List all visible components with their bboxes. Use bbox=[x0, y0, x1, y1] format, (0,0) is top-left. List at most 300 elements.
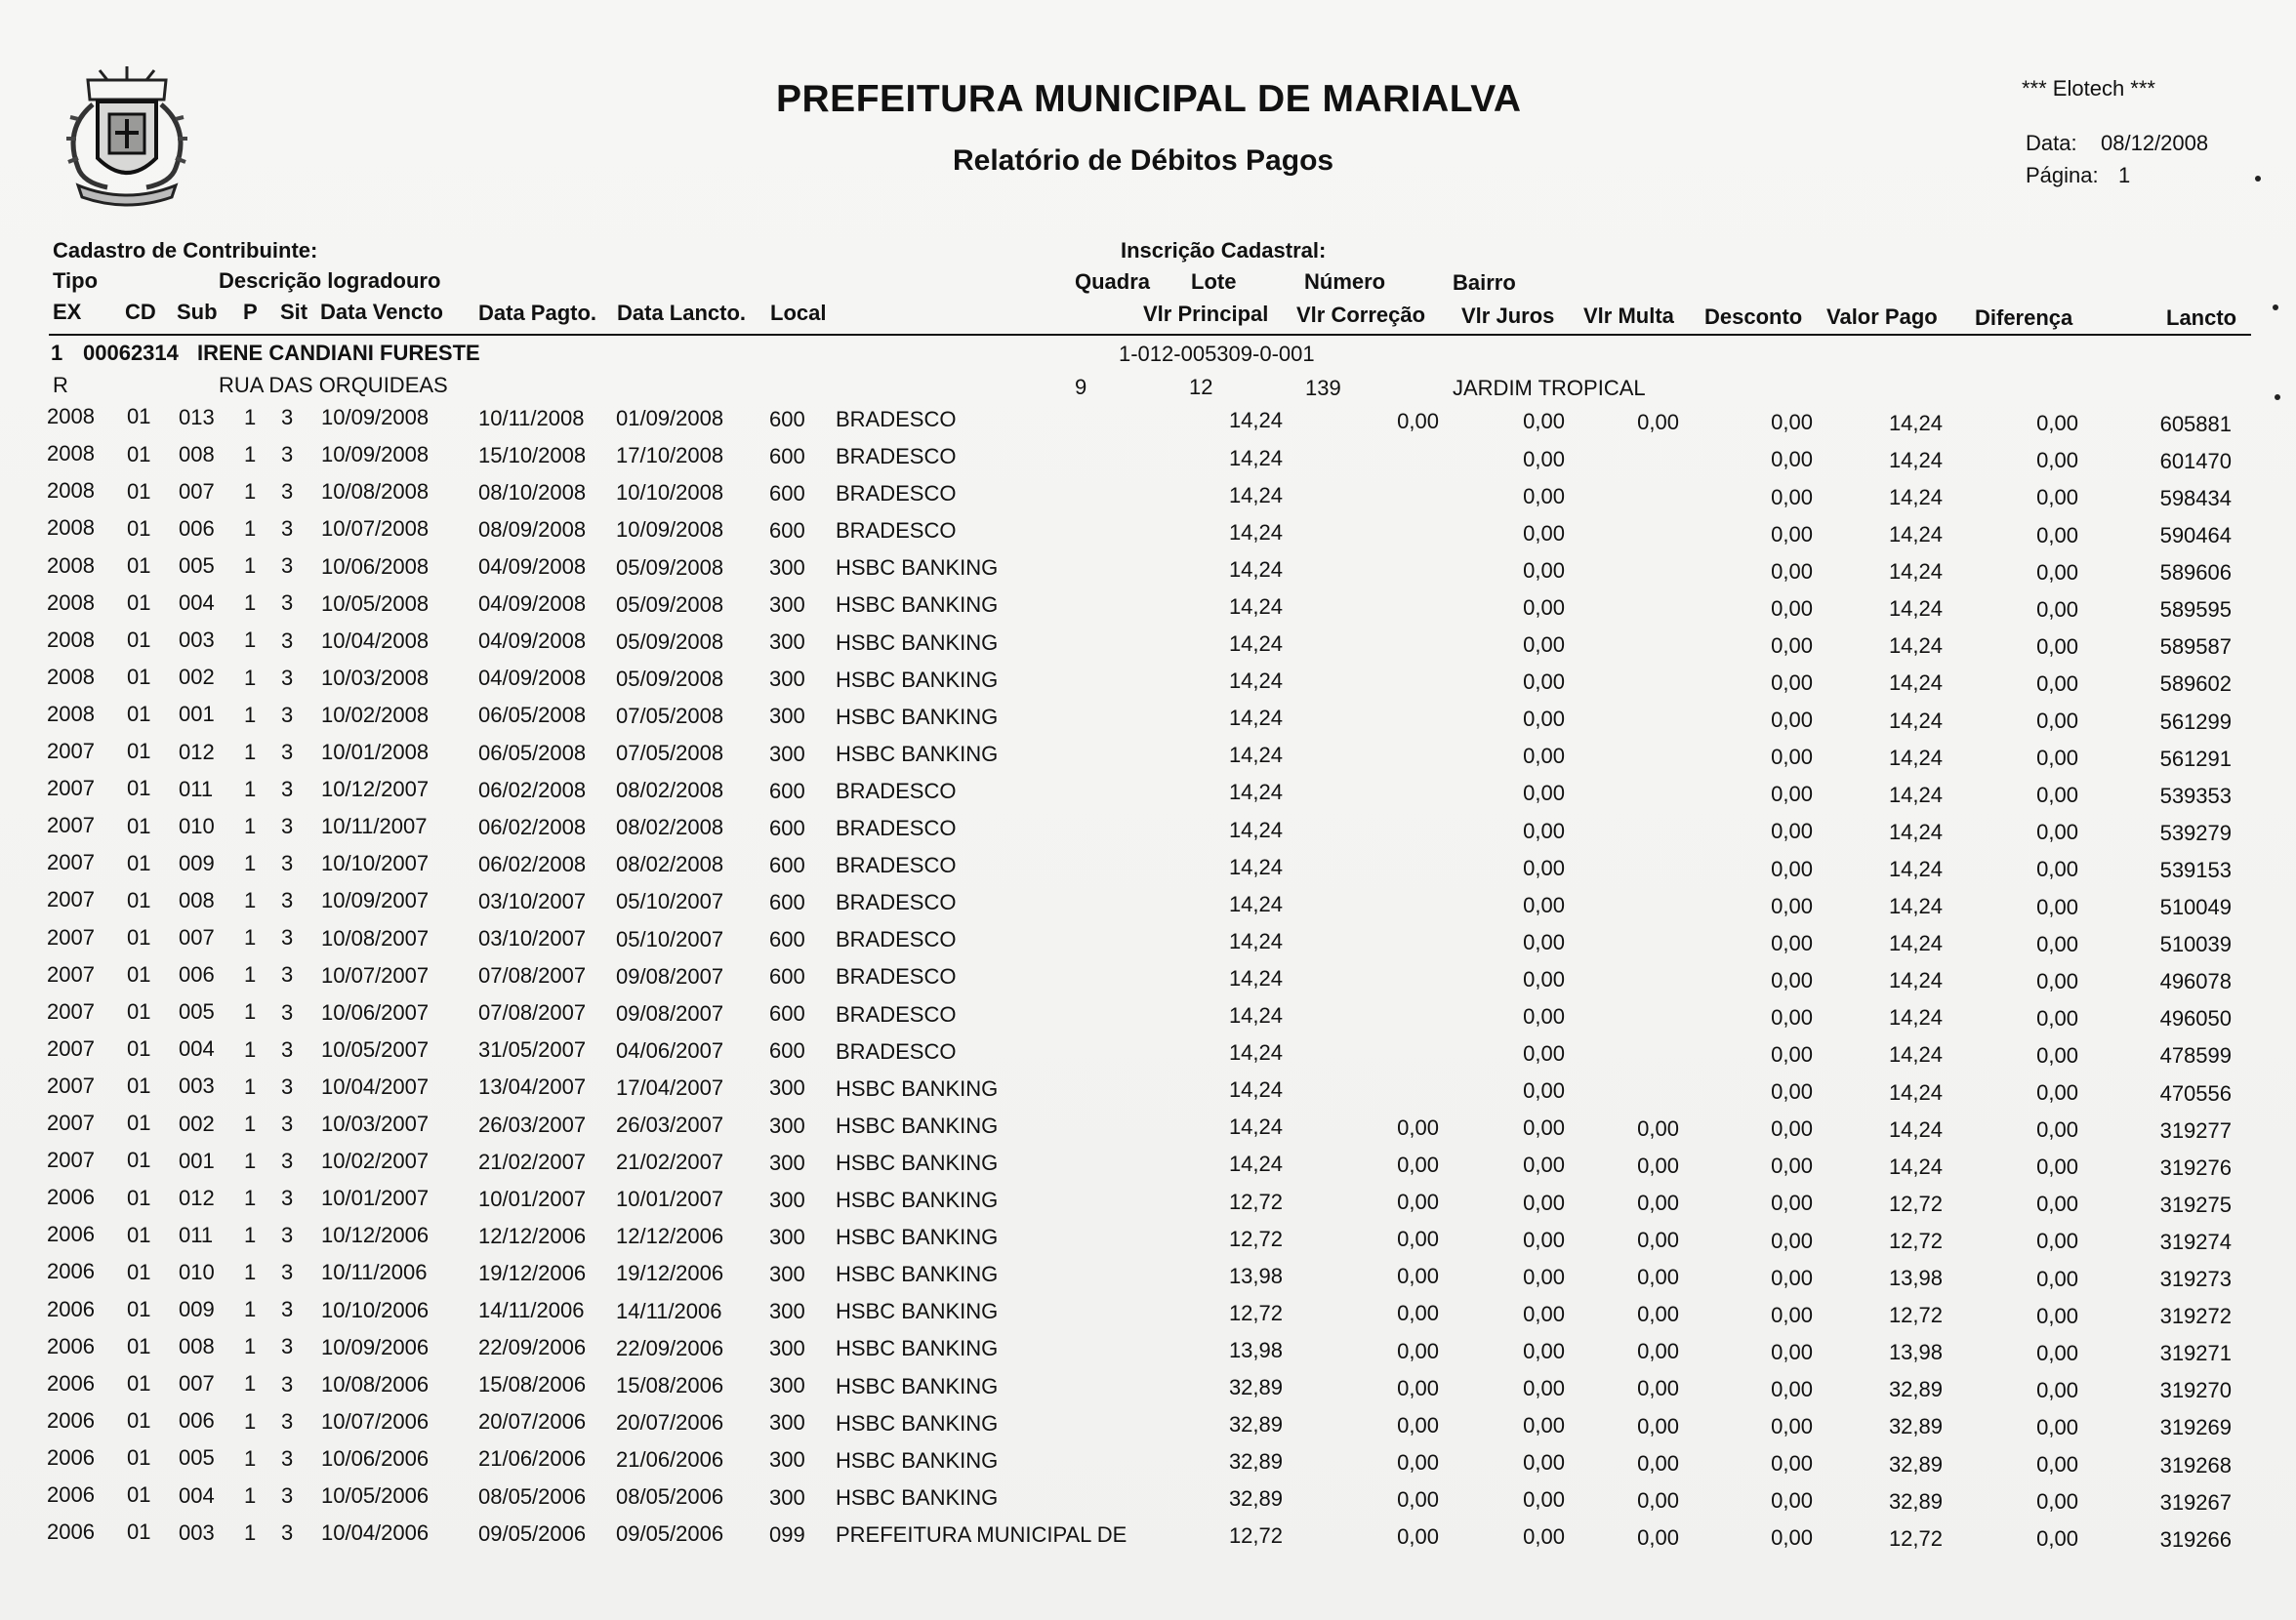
cell-lancto: 589587 bbox=[2159, 634, 2232, 660]
cell-desconto: 0,00 bbox=[1771, 930, 1813, 955]
cell-local: 300 bbox=[769, 1447, 805, 1473]
cell-diferenca: 0,00 bbox=[2036, 1526, 2078, 1552]
cell-data-vencto: 10/12/2006 bbox=[321, 1223, 430, 1248]
cell-p: 1 bbox=[244, 1371, 257, 1397]
cell-p: 1 bbox=[244, 479, 257, 505]
cell-local: 300 bbox=[769, 1410, 805, 1436]
cell-data-pagto: 04/09/2008 bbox=[478, 554, 587, 580]
cell-vlr-correcao: 0,00 bbox=[1397, 1375, 1439, 1400]
cell-vlr-principal: 12,72 bbox=[1228, 1523, 1283, 1549]
cell-vlr-correcao: 0,00 bbox=[1397, 1524, 1439, 1549]
cell-lancto: 319270 bbox=[2159, 1378, 2232, 1403]
col-desconto: Desconto bbox=[1704, 304, 1803, 329]
cell-valor-pago: 14,24 bbox=[1888, 1154, 1943, 1179]
cell-valor-pago: 14,24 bbox=[1888, 1079, 1943, 1105]
cell-valor-pago: 14,24 bbox=[1888, 559, 1943, 585]
cell-cd: 01 bbox=[127, 552, 151, 578]
cell-banco: HSBC BANKING bbox=[836, 1336, 999, 1361]
cell-data-vencto: 10/09/2006 bbox=[321, 1334, 430, 1359]
cell-ex: 2006 bbox=[47, 1333, 95, 1358]
cell-ex: 2006 bbox=[47, 1222, 95, 1247]
cell-ex: 2007 bbox=[47, 739, 95, 764]
cell-diferenca: 0,00 bbox=[2036, 1154, 2078, 1180]
cell-local: 300 bbox=[769, 1299, 805, 1324]
cell-sub: 004 bbox=[179, 1036, 215, 1062]
cell-valor-pago: 14,24 bbox=[1888, 931, 1943, 956]
col-vlr-correcao: Vlr Correção bbox=[1296, 303, 1426, 327]
cell-data-lancto: 08/05/2006 bbox=[616, 1484, 724, 1510]
cell-banco: HSBC BANKING bbox=[836, 629, 999, 655]
cell-data-lancto: 09/05/2006 bbox=[616, 1521, 724, 1547]
cell-sub: 005 bbox=[179, 553, 215, 579]
cell-lancto: 319272 bbox=[2159, 1304, 2232, 1329]
cell-vlr-juros: 0,00 bbox=[1523, 446, 1565, 471]
cell-data-pagto: 08/10/2008 bbox=[478, 479, 587, 505]
cell-diferenca: 0,00 bbox=[2036, 1452, 2078, 1478]
cell-local: 300 bbox=[769, 667, 805, 692]
cell-p: 1 bbox=[244, 441, 257, 466]
cell-data-lancto: 08/02/2008 bbox=[616, 852, 724, 877]
cell-lancto: 589606 bbox=[2159, 560, 2232, 586]
cell-data-vencto: 10/09/2008 bbox=[321, 405, 430, 430]
cell-local: 600 bbox=[769, 443, 805, 468]
cell-sub: 013 bbox=[179, 404, 215, 429]
col-vlr-juros: Vlr Juros bbox=[1461, 304, 1555, 328]
cell-data-pagto: 07/08/2007 bbox=[478, 963, 587, 989]
cell-data-pagto: 04/09/2008 bbox=[478, 591, 587, 617]
page-label: Página: bbox=[2026, 163, 2099, 187]
cell-p: 1 bbox=[244, 1260, 257, 1285]
cell-desconto: 0,00 bbox=[1771, 521, 1813, 547]
cell-diferenca: 0,00 bbox=[2036, 1117, 2078, 1143]
cell-p: 1 bbox=[244, 516, 257, 542]
cell-cd: 01 bbox=[127, 1036, 151, 1062]
cell-data-pagto: 14/11/2006 bbox=[478, 1298, 585, 1323]
cell-data-lancto: 05/10/2007 bbox=[616, 889, 724, 914]
cell-vlr-multa: 0,00 bbox=[1637, 1153, 1679, 1178]
cell-banco: HSBC BANKING bbox=[836, 1113, 999, 1138]
cell-data-vencto: 10/07/2006 bbox=[321, 1408, 430, 1434]
cell-vlr-principal: 12,72 bbox=[1228, 1226, 1283, 1251]
cell-cd: 01 bbox=[127, 1482, 151, 1508]
cell-vlr-multa: 0,00 bbox=[1637, 1302, 1679, 1327]
cell-lancto: 589602 bbox=[2159, 671, 2232, 697]
contribuinte-lote: 12 bbox=[1189, 375, 1213, 399]
cell-p: 1 bbox=[244, 628, 257, 653]
cell-sit: 3 bbox=[281, 1371, 294, 1397]
cell-diferenca: 0,00 bbox=[2036, 746, 2078, 771]
cell-vlr-juros: 0,00 bbox=[1523, 1413, 1565, 1438]
cell-vlr-juros: 0,00 bbox=[1523, 594, 1565, 620]
cell-vlr-principal: 14,24 bbox=[1228, 854, 1283, 879]
cell-cd: 01 bbox=[127, 924, 151, 950]
cell-data-lancto: 08/02/2008 bbox=[616, 815, 724, 840]
cell-lancto: 319266 bbox=[2159, 1526, 2232, 1552]
cell-data-pagto: 20/07/2006 bbox=[478, 1409, 587, 1435]
cell-data-lancto: 01/09/2008 bbox=[616, 406, 724, 431]
cell-banco: BRADESCO bbox=[836, 927, 957, 952]
cell-sub: 011 bbox=[179, 776, 214, 801]
contribuinte-tipo: R bbox=[53, 373, 68, 397]
cell-desconto: 0,00 bbox=[1771, 1191, 1813, 1216]
cell-cd: 01 bbox=[127, 628, 151, 653]
cell-vlr-juros: 0,00 bbox=[1523, 1004, 1565, 1030]
cell-data-pagto: 09/05/2006 bbox=[478, 1520, 587, 1546]
cell-lancto: 561299 bbox=[2159, 709, 2232, 734]
cell-data-lancto: 21/02/2007 bbox=[616, 1150, 724, 1175]
cell-data-vencto: 10/06/2008 bbox=[321, 553, 430, 579]
cell-vlr-principal: 14,24 bbox=[1228, 408, 1283, 433]
cell-diferenca: 0,00 bbox=[2036, 670, 2078, 696]
cell-data-pagto: 08/05/2006 bbox=[478, 1483, 587, 1509]
cell-vlr-principal: 14,24 bbox=[1228, 1077, 1283, 1103]
cell-data-vencto: 10/05/2006 bbox=[321, 1483, 430, 1509]
cell-banco: HSBC BANKING bbox=[836, 1262, 999, 1287]
cell-data-lancto: 19/12/2006 bbox=[616, 1261, 724, 1286]
cell-data-vencto: 10/09/2008 bbox=[321, 442, 430, 467]
cell-ex: 2006 bbox=[47, 1407, 95, 1433]
cell-diferenca: 0,00 bbox=[2036, 783, 2078, 808]
cell-ex: 2007 bbox=[47, 776, 95, 801]
cell-vlr-correcao: 0,00 bbox=[1397, 1486, 1439, 1512]
cell-desconto: 0,00 bbox=[1771, 1339, 1813, 1364]
cell-local: 300 bbox=[769, 1075, 805, 1101]
cell-data-lancto: 12/12/2006 bbox=[616, 1224, 724, 1249]
cell-valor-pago: 14,24 bbox=[1888, 1005, 1943, 1031]
cell-p: 1 bbox=[244, 553, 257, 579]
cell-data-vencto: 10/08/2006 bbox=[321, 1371, 430, 1397]
cell-data-lancto: 05/09/2008 bbox=[616, 628, 724, 654]
cell-sit: 3 bbox=[281, 1519, 294, 1545]
cell-data-pagto: 10/11/2008 bbox=[478, 405, 585, 430]
cell-valor-pago: 14,24 bbox=[1888, 670, 1943, 696]
cell-valor-pago: 14,24 bbox=[1888, 522, 1943, 547]
cell-data-vencto: 10/11/2006 bbox=[321, 1260, 428, 1285]
cell-valor-pago: 14,24 bbox=[1888, 968, 1943, 993]
cell-vlr-principal: 14,24 bbox=[1228, 780, 1283, 805]
cell-lancto: 510039 bbox=[2159, 932, 2232, 957]
cell-valor-pago: 14,24 bbox=[1888, 633, 1943, 659]
cell-local: 099 bbox=[769, 1521, 805, 1547]
cell-desconto: 0,00 bbox=[1771, 1265, 1813, 1290]
cell-vlr-correcao: 0,00 bbox=[1397, 1264, 1439, 1289]
cell-desconto: 0,00 bbox=[1771, 856, 1813, 881]
cell-vlr-multa: 0,00 bbox=[1637, 1524, 1679, 1550]
cell-lancto: 319274 bbox=[2159, 1229, 2232, 1254]
cell-vlr-principal: 14,24 bbox=[1228, 1040, 1283, 1066]
cell-ex: 2006 bbox=[47, 1259, 95, 1284]
cell-local: 300 bbox=[769, 1336, 805, 1361]
cell-vlr-juros: 0,00 bbox=[1523, 520, 1565, 546]
cell-sit: 3 bbox=[281, 851, 294, 876]
cell-desconto: 0,00 bbox=[1771, 1116, 1813, 1142]
cell-sit: 3 bbox=[281, 925, 294, 951]
header-bairro: Bairro bbox=[1453, 270, 1516, 295]
cell-data-vencto: 10/07/2008 bbox=[321, 516, 430, 542]
date-value: 08/12/2008 bbox=[2101, 131, 2209, 155]
cell-data-vencto: 10/12/2007 bbox=[321, 777, 430, 802]
cell-lancto: 601470 bbox=[2159, 448, 2232, 473]
cell-valor-pago: 14,24 bbox=[1888, 596, 1943, 622]
cell-data-lancto: 09/08/2007 bbox=[616, 963, 724, 989]
cell-local: 300 bbox=[769, 592, 805, 618]
cell-banco: PREFEITURA MUNICIPAL DE bbox=[836, 1521, 1128, 1547]
cell-data-lancto: 10/10/2008 bbox=[616, 480, 724, 506]
cell-vlr-multa: 0,00 bbox=[1637, 409, 1679, 434]
cell-vlr-juros: 0,00 bbox=[1523, 1338, 1565, 1363]
cell-sit: 3 bbox=[281, 1334, 294, 1359]
cell-data-pagto: 12/12/2006 bbox=[478, 1223, 587, 1248]
cell-vlr-multa: 0,00 bbox=[1637, 1190, 1679, 1215]
cell-vlr-principal: 14,24 bbox=[1228, 891, 1283, 916]
cell-data-pagto: 04/09/2008 bbox=[478, 628, 587, 654]
cell-p: 1 bbox=[244, 1185, 257, 1210]
header-descricao: Descrição logradouro bbox=[219, 268, 441, 293]
cell-vlr-correcao: 0,00 bbox=[1397, 1301, 1439, 1326]
cell-cd: 01 bbox=[127, 1185, 151, 1210]
cell-desconto: 0,00 bbox=[1771, 1414, 1813, 1439]
system-name: *** Elotech *** bbox=[2022, 76, 2155, 101]
cell-vlr-principal: 14,24 bbox=[1228, 817, 1283, 842]
cell-valor-pago: 14,24 bbox=[1888, 447, 1943, 472]
cell-sit: 3 bbox=[281, 814, 294, 839]
scan-mark bbox=[2273, 304, 2278, 310]
cell-desconto: 0,00 bbox=[1771, 1302, 1813, 1327]
cell-banco: BRADESCO bbox=[836, 444, 957, 468]
cell-banco: BRADESCO bbox=[836, 406, 957, 431]
col-lancto: Lancto bbox=[2166, 305, 2237, 330]
cell-vlr-principal: 14,24 bbox=[1228, 631, 1283, 657]
cell-sit: 3 bbox=[281, 962, 294, 988]
cell-sub: 004 bbox=[179, 1482, 215, 1508]
cell-cd: 01 bbox=[127, 999, 151, 1025]
cell-diferenca: 0,00 bbox=[2036, 485, 2078, 510]
cell-data-vencto: 10/02/2007 bbox=[321, 1149, 430, 1174]
cell-vlr-juros: 0,00 bbox=[1523, 929, 1565, 954]
cell-p: 1 bbox=[244, 1073, 257, 1099]
cell-p: 1 bbox=[244, 1445, 257, 1471]
cell-sit: 3 bbox=[281, 1482, 294, 1508]
cell-local: 600 bbox=[769, 889, 805, 914]
cell-vlr-correcao: 0,00 bbox=[1397, 1412, 1439, 1438]
cell-diferenca: 0,00 bbox=[2036, 1414, 2078, 1439]
cell-data-pagto: 15/08/2006 bbox=[478, 1372, 587, 1397]
cell-vlr-principal: 32,89 bbox=[1228, 1486, 1283, 1512]
cell-data-vencto: 10/05/2007 bbox=[321, 1036, 430, 1062]
cell-sub: 005 bbox=[179, 1445, 215, 1471]
cell-sit: 3 bbox=[281, 516, 294, 542]
cell-banco: HSBC BANKING bbox=[836, 1150, 999, 1175]
cell-p: 1 bbox=[244, 776, 257, 801]
cell-data-pagto: 06/02/2008 bbox=[478, 814, 587, 839]
cell-ex: 2007 bbox=[47, 924, 95, 950]
cell-data-pagto: 19/12/2006 bbox=[478, 1260, 587, 1285]
cell-lancto: 496050 bbox=[2159, 1006, 2232, 1032]
cell-vlr-juros: 0,00 bbox=[1523, 781, 1565, 806]
cell-data-vencto: 10/05/2008 bbox=[321, 590, 430, 616]
cell-vlr-principal: 32,89 bbox=[1228, 1449, 1283, 1475]
cell-p: 1 bbox=[244, 962, 257, 988]
cell-valor-pago: 12,72 bbox=[1888, 1228, 1943, 1253]
cell-data-vencto: 10/04/2007 bbox=[321, 1073, 430, 1099]
cell-sit: 3 bbox=[281, 1260, 294, 1285]
col-data-pagto: Data Pagto. bbox=[478, 301, 597, 325]
cell-banco: BRADESCO bbox=[836, 964, 957, 990]
cell-vlr-juros: 0,00 bbox=[1523, 1153, 1565, 1178]
municipal-crest-icon bbox=[49, 61, 205, 217]
cell-vlr-principal: 13,98 bbox=[1228, 1337, 1283, 1362]
col-sub: Sub bbox=[177, 300, 218, 324]
cell-data-vencto: 10/04/2008 bbox=[321, 628, 430, 653]
cell-sub: 007 bbox=[179, 925, 215, 951]
cell-banco: HSBC BANKING bbox=[836, 1373, 999, 1398]
col-local: Local bbox=[770, 301, 827, 325]
cell-data-vencto: 10/03/2007 bbox=[321, 1112, 430, 1137]
cell-banco: HSBC BANKING bbox=[836, 1484, 999, 1510]
cell-vlr-principal: 14,24 bbox=[1228, 1152, 1283, 1177]
cell-lancto: 561291 bbox=[2159, 746, 2232, 771]
cell-data-lancto: 21/06/2006 bbox=[616, 1446, 724, 1472]
contribuinte-codigo: 00062314 bbox=[83, 341, 179, 365]
cell-local: 300 bbox=[769, 629, 805, 655]
cell-cd: 01 bbox=[127, 1222, 151, 1247]
cell-data-vencto: 10/03/2008 bbox=[321, 665, 430, 690]
report-title: PREFEITURA MUNICIPAL DE MARIALVA bbox=[776, 78, 1522, 120]
cell-desconto: 0,00 bbox=[1771, 1451, 1813, 1477]
cell-data-pagto: 13/04/2007 bbox=[478, 1074, 587, 1100]
cell-vlr-principal: 14,24 bbox=[1228, 556, 1283, 582]
cell-data-lancto: 04/06/2007 bbox=[616, 1037, 724, 1063]
cell-valor-pago: 32,89 bbox=[1888, 1377, 1943, 1402]
col-diferenca: Diferença bbox=[1975, 305, 2073, 330]
cell-vlr-principal: 14,24 bbox=[1228, 445, 1283, 470]
cell-vlr-correcao: 0,00 bbox=[1397, 1338, 1439, 1363]
cell-data-pagto: 08/09/2008 bbox=[478, 516, 587, 542]
cell-vlr-multa: 0,00 bbox=[1637, 1339, 1679, 1364]
cell-sit: 3 bbox=[281, 1111, 294, 1136]
contribuinte-numero: 139 bbox=[1305, 376, 1341, 400]
cell-vlr-correcao: 0,00 bbox=[1397, 1114, 1439, 1140]
cell-sub: 010 bbox=[179, 813, 215, 838]
cell-vlr-juros: 0,00 bbox=[1523, 818, 1565, 843]
scan-mark bbox=[2255, 176, 2261, 182]
cell-local: 300 bbox=[769, 704, 805, 729]
cell-lancto: 590464 bbox=[2159, 523, 2232, 548]
cell-desconto: 0,00 bbox=[1771, 967, 1813, 992]
cell-ex: 2007 bbox=[47, 1035, 95, 1061]
cell-banco: HSBC BANKING bbox=[836, 1188, 999, 1212]
cell-p: 1 bbox=[244, 702, 257, 727]
cell-cd: 01 bbox=[127, 515, 151, 541]
cell-cd: 01 bbox=[127, 404, 151, 429]
cell-p: 1 bbox=[244, 1482, 257, 1508]
cell-local: 600 bbox=[769, 406, 805, 431]
cell-lancto: 539153 bbox=[2159, 857, 2232, 882]
cell-data-lancto: 17/10/2008 bbox=[616, 443, 724, 468]
cell-data-lancto: 22/09/2006 bbox=[616, 1335, 724, 1360]
cell-valor-pago: 14,24 bbox=[1888, 1116, 1943, 1142]
cell-lancto: 319271 bbox=[2159, 1341, 2232, 1366]
cell-cd: 01 bbox=[127, 1333, 151, 1358]
cell-vlr-multa: 0,00 bbox=[1637, 1228, 1679, 1253]
cell-valor-pago: 13,98 bbox=[1888, 1340, 1943, 1365]
cell-desconto: 0,00 bbox=[1771, 410, 1813, 435]
cell-sit: 3 bbox=[281, 702, 294, 727]
cell-p: 1 bbox=[244, 999, 257, 1025]
cell-sub: 012 bbox=[179, 739, 215, 764]
cell-banco: HSBC BANKING bbox=[836, 1410, 999, 1436]
cell-p: 1 bbox=[244, 813, 257, 838]
cell-ex: 2007 bbox=[47, 1148, 95, 1173]
cell-vlr-juros: 0,00 bbox=[1523, 1190, 1565, 1215]
cell-cd: 01 bbox=[127, 441, 151, 466]
cell-desconto: 0,00 bbox=[1771, 708, 1813, 733]
cell-cd: 01 bbox=[127, 776, 151, 801]
cell-banco: BRADESCO bbox=[836, 853, 957, 878]
scan-mark bbox=[2275, 394, 2280, 400]
page-value: 1 bbox=[2118, 163, 2131, 187]
cell-ex: 2007 bbox=[47, 961, 95, 987]
cell-p: 1 bbox=[244, 590, 257, 616]
header-inscricao: Inscrição Cadastral: bbox=[1121, 238, 1327, 263]
cell-sub: 006 bbox=[179, 962, 215, 988]
contribuinte-nome: IRENE CANDIANI FURESTE bbox=[197, 341, 480, 365]
cell-data-vencto: 10/01/2007 bbox=[321, 1186, 430, 1211]
cell-data-vencto: 10/07/2007 bbox=[321, 962, 430, 988]
cell-vlr-multa: 0,00 bbox=[1637, 1450, 1679, 1476]
cell-local: 600 bbox=[769, 778, 805, 803]
cell-sit: 3 bbox=[281, 1445, 294, 1471]
cell-diferenca: 0,00 bbox=[2036, 857, 2078, 882]
cell-desconto: 0,00 bbox=[1771, 1525, 1813, 1551]
cell-desconto: 0,00 bbox=[1771, 447, 1813, 472]
col-sit: Sit bbox=[280, 300, 308, 324]
cell-vlr-juros: 0,00 bbox=[1523, 409, 1565, 434]
cell-sub: 011 bbox=[179, 1222, 214, 1247]
cell-vlr-multa: 0,00 bbox=[1637, 1413, 1679, 1438]
cell-vlr-principal: 14,24 bbox=[1228, 482, 1283, 507]
cell-local: 600 bbox=[769, 852, 805, 877]
cell-valor-pago: 14,24 bbox=[1888, 708, 1943, 733]
cell-ex: 2008 bbox=[47, 515, 95, 541]
cell-ex: 2008 bbox=[47, 701, 95, 726]
cell-vlr-juros: 0,00 bbox=[1523, 855, 1565, 880]
contribuinte-quadra: 9 bbox=[1075, 375, 1087, 399]
cell-valor-pago: 32,89 bbox=[1888, 1488, 1943, 1514]
cell-vlr-juros: 0,00 bbox=[1523, 1524, 1565, 1550]
cell-banco: BRADESCO bbox=[836, 778, 957, 803]
cell-diferenca: 0,00 bbox=[2036, 931, 2078, 956]
cell-p: 1 bbox=[244, 888, 257, 913]
cell-diferenca: 0,00 bbox=[2036, 633, 2078, 659]
cell-desconto: 0,00 bbox=[1771, 1488, 1813, 1514]
cell-valor-pago: 32,89 bbox=[1888, 1451, 1943, 1477]
cell-sit: 3 bbox=[281, 553, 294, 579]
cell-data-vencto: 10/06/2006 bbox=[321, 1445, 430, 1471]
cell-vlr-juros: 0,00 bbox=[1523, 1264, 1565, 1289]
cell-p: 1 bbox=[244, 1111, 257, 1136]
cell-valor-pago: 14,24 bbox=[1888, 484, 1943, 509]
cell-p: 1 bbox=[244, 1036, 257, 1062]
cell-lancto: 539279 bbox=[2159, 820, 2232, 845]
cell-lancto: 510049 bbox=[2159, 895, 2232, 920]
cell-data-vencto: 10/09/2007 bbox=[321, 888, 430, 913]
cell-lancto: 598434 bbox=[2159, 485, 2232, 510]
cell-ex: 2007 bbox=[47, 998, 95, 1024]
date-label: Data: bbox=[2026, 131, 2077, 155]
cell-vlr-correcao: 0,00 bbox=[1397, 1190, 1439, 1215]
header-tipo: Tipo bbox=[53, 268, 99, 293]
